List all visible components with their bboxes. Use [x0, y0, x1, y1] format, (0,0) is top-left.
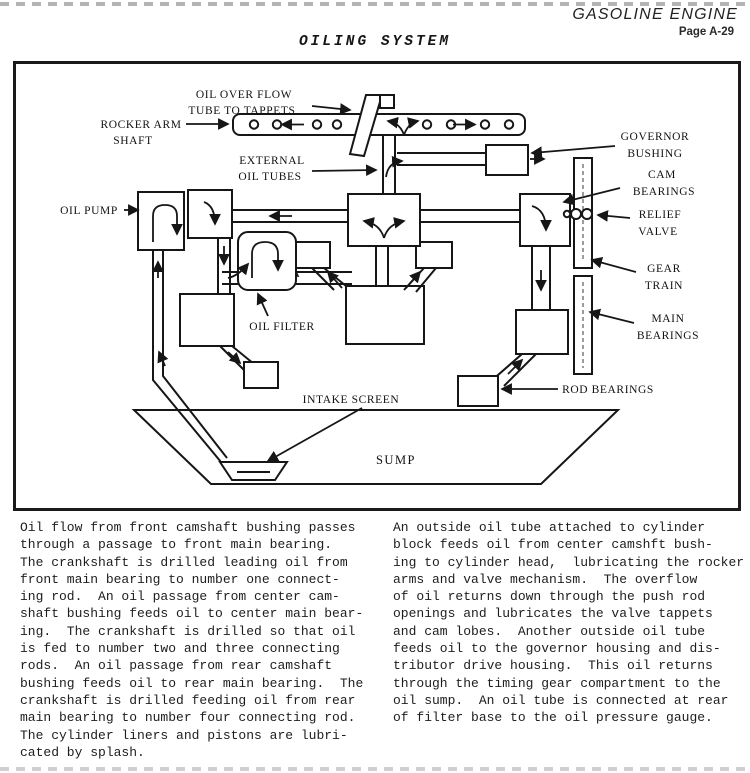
- label-external-tubes-1: EXTERNAL: [239, 155, 305, 167]
- text-line: The crankshaft is drilled leading oil from: [20, 554, 348, 570]
- label-oil-pump: OIL PUMP: [60, 205, 118, 217]
- body-left-column: [20, 519, 380, 761]
- center-block-assembly: [294, 242, 452, 344]
- gear-train-strip: [574, 158, 592, 374]
- text-line: shaft bushing feeds oil to center main bear-: [20, 606, 364, 622]
- text-line: arms and valve mechanism. The overflow: [393, 571, 698, 587]
- page-title: OILING SYSTEM: [298, 34, 452, 50]
- label-oil-overflow-2: TUBE TO TAPPETS: [188, 105, 296, 117]
- text-line: The cylinder liners and pistons are lubri-: [20, 727, 348, 743]
- label-governor-2: BUSHING: [627, 148, 683, 160]
- label-governor-1: GOVERNOR: [620, 131, 690, 143]
- relief-valve-circles: [564, 209, 592, 219]
- text-line: through a passage to front main bearing.: [20, 537, 333, 553]
- label-external-tubes-2: OIL TUBES: [238, 171, 302, 183]
- publication-title: GASOLINE ENGINE: [572, 6, 738, 23]
- oiling-system-diagram: [13, 61, 741, 511]
- intake-screen-shape: [220, 462, 287, 480]
- text-line: rods. An oil passage from rear camshaft: [20, 658, 333, 674]
- governor-bushing-box: [486, 145, 544, 175]
- rocker-arm-shaft-bar: [233, 114, 525, 135]
- diagram-canvas: [16, 64, 732, 502]
- text-line: cated by splash.: [20, 744, 145, 760]
- rod-bearings-box: [458, 376, 498, 406]
- text-line: block feeds oil from center camshft bush-: [393, 537, 713, 553]
- label-oil-filter: OIL FILTER: [249, 321, 315, 333]
- text-line: of filter base to the oil pressure gauge.: [393, 710, 713, 726]
- text-line: Oil flow from front camshaft bushing passes: [20, 520, 356, 535]
- sump-outline: [134, 410, 618, 484]
- text-line: and cam lobes. Another outside oil tube: [393, 623, 706, 639]
- label-intake-screen: INTAKE SCREEN: [302, 394, 400, 406]
- text-line: crankshaft is drilled feeding oil from rear: [20, 692, 356, 708]
- label-relief-1: RELIEF: [638, 209, 682, 221]
- label-relief-2: VALVE: [638, 226, 678, 238]
- label-main-2: BEARINGS: [636, 330, 700, 342]
- label-gear-2: TRAIN: [644, 280, 684, 292]
- label-main-1: MAIN: [651, 313, 685, 325]
- text-line: ing. The crankshaft is drilled so that oil: [20, 623, 356, 639]
- text-line: feeds oil to the governor housing and dis-: [393, 641, 721, 657]
- text-line: is fed to number two and three connecting: [20, 641, 340, 657]
- text-line: main bearing to number four connecting rod.: [20, 710, 356, 726]
- leader-arrows: [124, 106, 636, 461]
- text-line: openings and lubricates the valve tappets: [393, 606, 713, 622]
- text-line: ing to cylinder head, lubricating the rocker: [393, 554, 745, 570]
- text-line: bushing feeds oil to rear main bearing. The: [20, 675, 364, 691]
- label-rocker-arm-1: ROCKER ARM: [100, 119, 182, 131]
- body-right-column: [393, 519, 748, 727]
- page-number: Page A-29: [678, 26, 734, 38]
- oil-filter-shape: [228, 232, 296, 290]
- text-line: front main bearing to number one connect-: [20, 571, 340, 587]
- label-oil-overflow-1: OIL OVER FLOW: [195, 89, 293, 101]
- label-cam-1: CAM: [647, 169, 677, 181]
- center-junction: [348, 194, 420, 246]
- text-line: An outside oil tube attached to cylinder: [393, 520, 706, 535]
- text-line: ing rod. An oil passage from center cam-: [20, 589, 340, 605]
- text-line: through the timing gear compartment to the: [393, 675, 721, 691]
- label-rod-bearings: ROD BEARINGS: [562, 384, 654, 396]
- text-line: oil sump. An oil tube is connected at rear: [393, 692, 729, 708]
- text-line: of oil returns down through the push rod: [393, 589, 706, 605]
- label-rocker-arm-2: SHAFT: [113, 135, 153, 147]
- text-line: tributor drive housing. This oil returns: [393, 658, 713, 674]
- label-gear-1: GEAR: [647, 263, 681, 275]
- label-cam-2: BEARINGS: [632, 186, 696, 198]
- label-sump: SUMP: [375, 453, 417, 467]
- bottom-dashed-rule: [0, 767, 750, 771]
